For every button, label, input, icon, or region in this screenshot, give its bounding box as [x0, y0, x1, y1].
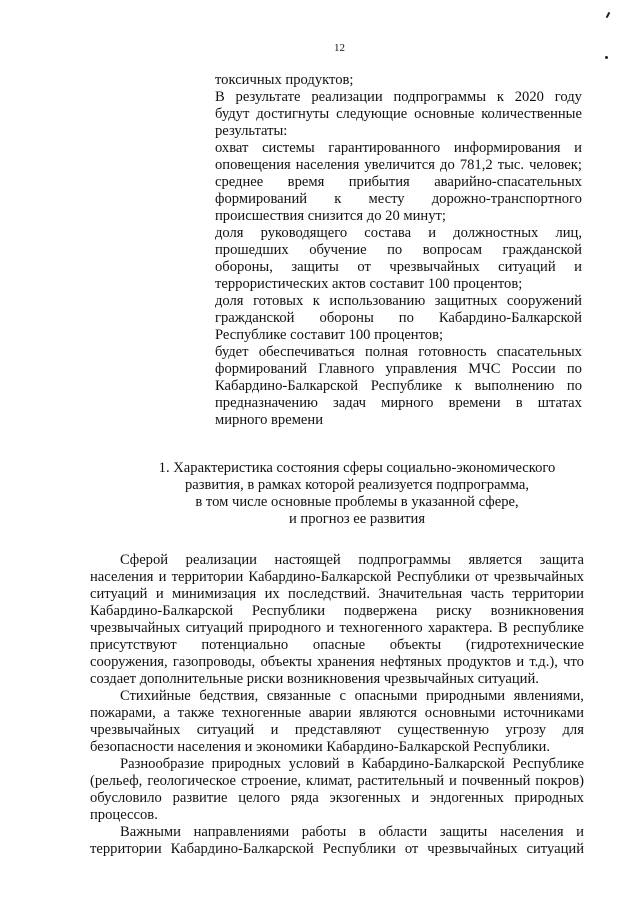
text-word: чрезвычайных	[493, 569, 584, 585]
text-word: аварийно-спасательных	[434, 174, 582, 190]
text-word: доля	[215, 225, 244, 241]
text-word: формирований	[215, 191, 308, 207]
text-word: снизится	[307, 208, 367, 224]
text-word: Кабардино-Балкарской	[361, 756, 505, 772]
body-line	[90, 569, 584, 586]
text-word: Кабардино-Балкарской	[170, 841, 314, 857]
text-word: время	[287, 174, 325, 190]
text-word: (гидротехнические	[465, 637, 584, 653]
body-line	[90, 586, 584, 603]
text-word: дорожно-транспортного	[431, 191, 582, 207]
text-word: по	[387, 242, 403, 258]
text-word: Кабардино-Балкарской	[438, 310, 582, 326]
text-word: террористических	[215, 276, 333, 292]
text-word: ситуаций	[196, 722, 255, 738]
text-word: происшествия	[215, 208, 308, 224]
text-word: составит	[290, 327, 349, 343]
text-word: чрезвычайных	[90, 722, 181, 738]
body-line	[90, 722, 584, 739]
text-word: мирного	[215, 412, 272, 428]
text-word: обусловило	[90, 790, 162, 806]
text-word: работы	[301, 824, 347, 840]
text-word: выполнению	[474, 378, 555, 394]
text-word: подпрограммы	[358, 552, 451, 568]
text-word: В	[497, 620, 508, 636]
text-word: ситуаций	[498, 259, 556, 275]
results-line	[215, 378, 582, 395]
results-line	[215, 106, 582, 123]
text-word: направлениями	[193, 824, 290, 840]
text-word: часть	[470, 586, 504, 602]
text-word: результате	[235, 89, 301, 105]
text-word: связанные	[266, 688, 331, 704]
results-line	[215, 395, 582, 412]
body-line	[90, 756, 584, 773]
body-line	[90, 688, 584, 705]
text-word: времени	[448, 395, 501, 411]
text-word: увеличится	[364, 157, 435, 173]
text-word: защитных	[434, 293, 498, 309]
text-word: предназначению	[215, 395, 318, 411]
text-word: представляют	[294, 722, 381, 738]
text-word: территории	[171, 569, 244, 585]
text-word: времени	[271, 412, 324, 428]
text-word: риску	[436, 603, 472, 619]
text-word: и	[449, 773, 457, 789]
text-word: объекты	[389, 637, 442, 653]
body-line	[90, 552, 584, 569]
text-word: и	[270, 722, 279, 738]
text-word: обороны,	[215, 259, 273, 275]
body-line	[90, 773, 584, 790]
text-word: их	[264, 586, 280, 602]
text-word: чрезвычайных	[90, 620, 181, 636]
text-word: что	[563, 654, 584, 670]
text-word: климат,	[306, 773, 353, 789]
text-word: должностных	[453, 225, 539, 241]
text-word: к	[312, 293, 320, 309]
text-word: от	[357, 259, 371, 275]
text-word: и	[574, 259, 582, 275]
text-word: создает	[90, 671, 140, 687]
heading-line: в том числе основные проблемы в указанной сфере,	[195, 494, 519, 510]
body-line	[90, 705, 584, 722]
text-word: спасательных	[496, 344, 582, 360]
text-word: ситуаций	[90, 586, 148, 602]
text-word: токсичных	[215, 72, 286, 88]
text-word: месту	[368, 191, 405, 207]
text-word: году	[554, 89, 582, 105]
text-word: почвенный	[461, 773, 531, 789]
text-word: (рельеф,	[90, 773, 143, 789]
text-word: хранения	[317, 654, 375, 670]
text-word: процентов;	[374, 327, 444, 343]
text-word: последствий.	[288, 586, 370, 602]
text-word: и	[326, 620, 335, 636]
text-word: чрезвычайных	[389, 259, 480, 275]
page-number: 12	[334, 42, 345, 54]
text-word: сооружений	[506, 293, 582, 309]
text-word: будут	[215, 106, 250, 122]
text-word: риски	[246, 671, 287, 687]
text-word: до	[366, 208, 386, 224]
body-line	[90, 739, 584, 756]
text-word: и	[411, 790, 420, 806]
text-word: полная	[364, 344, 409, 360]
text-word: к	[496, 89, 504, 105]
text-word: объекты	[260, 654, 312, 670]
text-word: по	[398, 310, 414, 326]
text-word: территории	[512, 586, 584, 602]
text-word: Главного	[318, 361, 375, 377]
text-word: процессов.	[90, 807, 158, 823]
text-word: защиты	[291, 259, 339, 275]
text-word: ситуаций.	[477, 671, 539, 687]
text-word: Республики	[322, 841, 396, 857]
text-word: 2020	[514, 89, 544, 105]
text-word: по	[566, 378, 582, 394]
text-word: газопроводы,	[172, 654, 256, 670]
text-word: гарантированного	[328, 140, 441, 156]
text-word: Кабардино-Балкарской	[90, 603, 234, 619]
results-line	[215, 412, 582, 429]
text-word: бедствия,	[199, 688, 259, 704]
text-word: будет	[215, 344, 249, 360]
text-word: Республики	[251, 603, 326, 619]
body-line	[90, 671, 584, 688]
text-word: и	[158, 569, 167, 585]
body-line	[90, 790, 584, 807]
text-word: человек;	[529, 157, 582, 173]
text-word: составит	[369, 276, 428, 292]
results-line	[215, 327, 582, 344]
text-word: подвержена	[343, 603, 418, 619]
body-line	[90, 603, 584, 620]
text-word: обеспечиваться	[258, 344, 355, 360]
body-line	[90, 841, 584, 858]
text-word: от	[404, 841, 419, 857]
text-word: минут;	[403, 208, 446, 224]
text-word: охват	[215, 140, 249, 156]
text-word: в	[358, 824, 366, 840]
text-word: в	[515, 395, 523, 411]
text-word: системы	[262, 140, 315, 156]
results-line	[215, 174, 582, 191]
heading-line: 1. Характеристика состояния сферы социально-экономического	[158, 460, 556, 476]
text-word: обучение	[309, 242, 367, 258]
text-word: территории	[90, 841, 162, 857]
results-line	[215, 293, 582, 310]
text-word: процентов;	[453, 276, 523, 292]
text-word: среднее	[215, 174, 264, 190]
text-word: лиц,	[555, 225, 582, 241]
text-word: техногенные	[221, 705, 302, 721]
text-word: прошедших	[215, 242, 289, 258]
results-line	[215, 225, 582, 242]
text-word: гражданской	[502, 242, 582, 258]
text-word: и	[155, 586, 164, 602]
heading-line: и прогноз ее развития	[288, 511, 426, 527]
text-word: республике	[513, 620, 584, 636]
text-word: достигнуты	[256, 106, 330, 122]
text-word: доля	[215, 293, 244, 309]
text-word: Кабардино-Балкарской	[326, 739, 474, 755]
text-word: вопросам	[422, 242, 482, 258]
text-word: Стихийные	[120, 688, 191, 704]
results-line	[215, 157, 582, 174]
text-word: покров)	[535, 773, 584, 789]
text-word: использованию	[329, 293, 426, 309]
results-block	[215, 72, 582, 429]
text-word: возникновения	[286, 671, 384, 687]
text-word: прибытия	[348, 174, 410, 190]
text-word: результаты:	[215, 123, 288, 139]
text-word: существенную	[397, 722, 490, 738]
text-word: целого	[238, 790, 281, 806]
results-line	[215, 208, 582, 225]
text-word: ряда	[290, 790, 319, 806]
text-word: настоящей	[274, 552, 341, 568]
text-word: 100	[427, 276, 454, 292]
text-word: чрезвычайных	[427, 841, 518, 857]
text-word: и	[516, 654, 525, 670]
text-word: продуктов	[447, 654, 512, 670]
text-word: мирного	[381, 395, 434, 411]
results-line	[215, 72, 582, 89]
heading-line: развития, в рамках которой реализуется подпрограмма,	[184, 477, 530, 493]
text-word: к	[454, 378, 462, 394]
text-word: населения	[295, 157, 360, 173]
text-word: возникновения	[490, 603, 584, 619]
text-word: сооружения,	[90, 654, 168, 670]
text-word: также	[177, 705, 215, 721]
text-word: населения	[177, 739, 245, 755]
text-word: руководящего	[260, 225, 348, 241]
text-word: по	[566, 361, 582, 377]
text-word: геологическое	[147, 773, 237, 789]
text-word: следующие	[336, 106, 408, 122]
text-word: экзогенных	[329, 790, 401, 806]
text-word: готовность	[418, 344, 487, 360]
text-word: Республике	[512, 756, 584, 772]
text-word: Значительная	[378, 586, 463, 602]
text-word: МЧС	[468, 361, 501, 377]
text-word: явлениями,	[513, 688, 584, 704]
text-word: населения	[90, 569, 154, 585]
text-word: природных	[211, 756, 282, 772]
results-line	[215, 242, 582, 259]
scan-mark	[606, 12, 611, 18]
text-word: реализации	[311, 89, 383, 105]
body-line	[90, 620, 584, 637]
text-word: реализации	[185, 552, 257, 568]
text-word: Разнообразие	[120, 756, 205, 772]
text-word: растительный	[357, 773, 445, 789]
body-line	[90, 637, 584, 654]
text-word: развитие	[172, 790, 228, 806]
text-word: подпрограммы	[393, 89, 487, 105]
text-word: природных	[514, 790, 584, 806]
text-word: источниками	[503, 705, 584, 721]
text-word: В	[215, 89, 225, 105]
text-word: задач	[333, 395, 366, 411]
text-word: формирований	[215, 361, 308, 377]
text-word: информирования	[453, 140, 561, 156]
text-word: и	[574, 140, 582, 156]
text-word: минимизация	[171, 586, 257, 602]
text-word: до	[440, 157, 455, 173]
text-word: являются	[359, 705, 417, 721]
text-word: экономики	[256, 739, 327, 755]
text-word: дополнительные	[139, 671, 247, 687]
text-word: Республике	[370, 378, 443, 394]
text-word: обороны	[319, 310, 374, 326]
results-line	[215, 123, 582, 140]
text-word: Республики.	[473, 739, 550, 755]
text-word: природного	[248, 620, 322, 636]
text-word: для	[562, 722, 584, 738]
text-word: области	[378, 824, 428, 840]
text-word: Кабардино-Балкарской	[215, 378, 359, 394]
text-word: управления	[385, 361, 458, 377]
text-word: а	[163, 705, 170, 721]
text-word: опасными	[354, 688, 418, 704]
text-word: России	[511, 361, 556, 377]
text-word: опасные	[312, 637, 366, 653]
text-word: 20	[385, 208, 404, 224]
scan-dot	[605, 56, 608, 59]
text-word: характера.	[428, 620, 493, 636]
text-word: штатах	[537, 395, 582, 411]
text-word: 781,2	[459, 157, 493, 173]
section-heading	[110, 460, 604, 528]
text-word: 100	[348, 327, 375, 343]
text-word: техногенного	[339, 620, 423, 636]
text-word: и	[428, 225, 437, 241]
text-word: основными	[424, 705, 496, 721]
text-word: чрезвычайных	[383, 671, 478, 687]
text-word: эндогенных	[429, 790, 504, 806]
text-word: ситуаций	[185, 620, 244, 636]
results-line	[215, 259, 582, 276]
text-word: природными	[425, 688, 506, 704]
text-word: ситуаций	[526, 841, 584, 857]
text-word: гражданской	[215, 310, 295, 326]
text-word: Республики	[396, 569, 470, 585]
text-word: основные	[414, 106, 475, 122]
text-word: населения	[500, 824, 564, 840]
text-word: тыс.	[497, 157, 525, 173]
text-word: потенциально	[201, 637, 289, 653]
results-line	[215, 361, 582, 378]
text-word: Сферой	[120, 552, 169, 568]
results-line	[215, 89, 582, 106]
text-word: и	[244, 739, 257, 755]
text-word: актов	[332, 276, 370, 292]
text-word: Кабардино-Балкарской	[248, 569, 392, 585]
results-line	[215, 140, 582, 157]
body-line	[90, 824, 584, 841]
text-word: к	[334, 191, 342, 207]
text-word: Республике	[215, 327, 291, 343]
text-word: пожарами,	[90, 705, 156, 721]
results-line	[215, 276, 582, 293]
text-word: нефтяных	[380, 654, 442, 670]
text-word: от	[475, 569, 489, 585]
text-word: в	[347, 756, 355, 772]
text-word: и	[576, 824, 584, 840]
results-line	[215, 191, 582, 208]
body-line	[90, 654, 584, 671]
text-word: безопасности	[90, 739, 178, 755]
text-word: аварии	[308, 705, 352, 721]
body-text	[90, 552, 584, 858]
text-word: Важными	[120, 824, 181, 840]
text-word: является	[468, 552, 523, 568]
text-word: условий	[288, 756, 340, 772]
text-word: присутствуют	[90, 637, 177, 653]
text-word: защита	[539, 552, 584, 568]
text-word: количественные	[481, 106, 582, 122]
text-word: состава	[364, 225, 412, 241]
results-line	[215, 310, 582, 327]
text-word: готовых	[253, 293, 304, 309]
text-word: угрозу	[505, 722, 547, 738]
text-word: т.д.),	[529, 654, 558, 670]
text-word: оповещения	[215, 157, 291, 173]
results-line	[215, 344, 582, 361]
body-line	[90, 807, 584, 824]
text-word: строение,	[241, 773, 302, 789]
text-word: продуктов;	[285, 72, 354, 88]
text-word: защиты	[439, 824, 488, 840]
text-word: с	[339, 688, 346, 704]
